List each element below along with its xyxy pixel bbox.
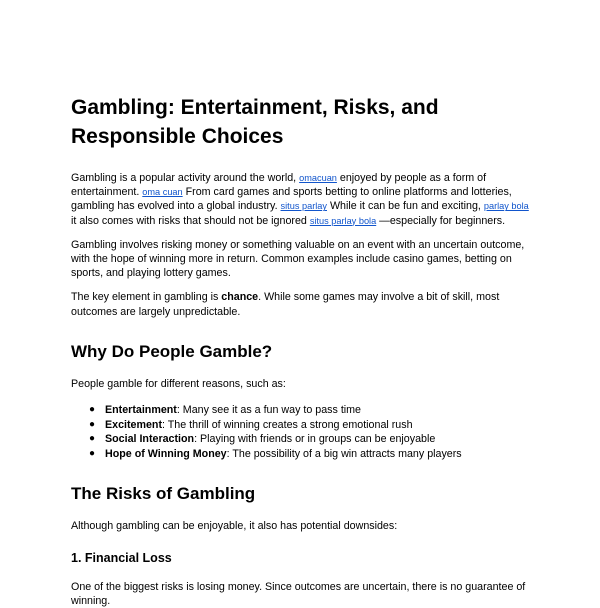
link-parlay-bola[interactable]: parlay bola	[483, 201, 529, 212]
reason-bold: Entertainment	[105, 404, 177, 417]
reason-text: : The thrill of winning creates a strong emotional rush	[162, 418, 413, 431]
heading-why-gamble: Why Do People Gamble?	[71, 341, 273, 361]
chance-text-after: . While some games may involve a bit of skill, most outcomes are largely unpredictable.	[71, 291, 500, 318]
link-situs-parlay-bola[interactable]: situs parlay bola	[309, 215, 377, 226]
link-oma-cuan[interactable]: oma cuan	[142, 187, 183, 198]
list-item	[89, 447, 533, 462]
intro-text-6: —especially for beginners.	[376, 214, 506, 227]
intro-text-2: enjoyed by people as a form of entertainment.	[71, 172, 487, 199]
intro-text-4: While it can be fun and exciting,	[327, 200, 484, 213]
why-gamble-intro: People gamble for different reasons, such as:	[71, 377, 286, 390]
heading-risks: The Risks of Gambling	[71, 484, 256, 504]
risks-intro: Although gambling can be enjoyable, it also has potential downsides:	[71, 520, 398, 533]
bullet-icon: ●	[89, 418, 96, 430]
intro-text-1: Gambling is a popular activity around the world,	[71, 172, 300, 184]
document-content	[71, 93, 533, 608]
list-item	[89, 403, 533, 418]
intro-text-5: it also comes with risks that should not be ignored	[71, 214, 310, 227]
link-situs-parlay[interactable]: situs parlay	[280, 201, 327, 212]
intro-text-3: From card games and sports betting to online platforms and lotteries, gambling has evolved into a global industry.	[71, 186, 512, 213]
bullet-icon: ●	[89, 433, 96, 445]
reason-text: : Many see it as a fun way to pass time	[176, 404, 362, 417]
intro-paragraph	[71, 171, 533, 228]
chance-text-before: The key element in gambling is	[71, 291, 222, 304]
document-title: Gambling: Entertainment, Risks, and Responsible Choices	[71, 96, 439, 148]
definition-paragraph: Gambling involves risking money or something valuable on an event with an uncertain outcome, with the hope of winning more in return. Common examples include casino games, betting on sports, and playing lottery games.	[71, 238, 525, 280]
financial-loss-paragraph: One of the biggest risks is losing money. Since outcomes are uncertain, there is no guarantee of winning.	[71, 580, 526, 607]
reason-text: : Playing with friends or in groups can be enjoyable	[194, 433, 436, 446]
reason-bold: Social Interaction	[105, 433, 195, 446]
chance-paragraph	[71, 290, 533, 318]
bullet-icon: ●	[89, 447, 96, 459]
list-item	[89, 432, 533, 447]
reason-bold: Hope of Winning Money	[105, 447, 227, 460]
reason-bold: Excitement	[105, 418, 163, 431]
chance-bold: chance	[221, 291, 259, 304]
heading-financial-loss: 1. Financial Loss	[71, 550, 172, 565]
list-item	[89, 418, 533, 433]
link-omacuan[interactable]: omacuan	[299, 173, 337, 183]
reasons-list	[71, 403, 533, 461]
bullet-icon: ●	[89, 404, 96, 416]
reason-text: : The possibility of a big win attracts many players	[226, 447, 462, 460]
